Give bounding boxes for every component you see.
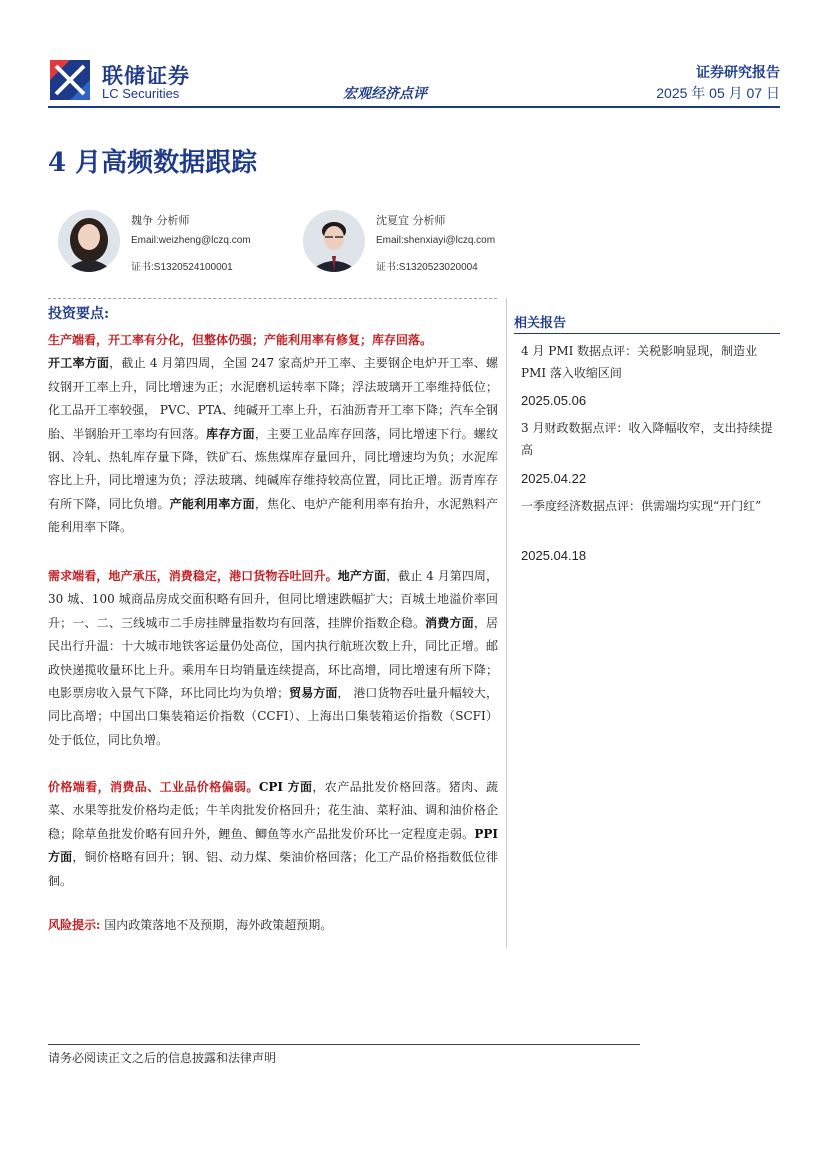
- utilization-text: ，截止 4 月第四周，全国 247 家高炉开工率、主要钢企电炉开工率、螺纹钢开工率上升，同比增速为正；水泥磨机运转率下降；浮法玻璃开工率维持低位；化工品开工率较强， PVC、PTA、纯碱开工率上升，石油沥青开工率下降；汽车全钢胎、半钢胎开工率均有回落。: [48, 356, 498, 441]
- related-report-link[interactable]: 一季度经济数据点评：供需端均实现“开门红”: [521, 499, 762, 513]
- production-paragraph: [48, 329, 498, 540]
- analyst-avatar: [58, 210, 120, 272]
- sidebar-divider: [514, 333, 780, 334]
- related-report-link[interactable]: 4 月 PMI 数据点评：关税影响显现，制造业 PMI 落入收缩区间: [521, 344, 758, 380]
- trade-label: 贸易方面: [289, 686, 338, 701]
- ppi-label: PPI 方面: [48, 826, 498, 865]
- related-report-link[interactable]: 3 月财政数据点评：收入降幅收窄，支出持续提高: [521, 421, 773, 457]
- page-title: 4 月高频数据跟踪: [48, 148, 258, 178]
- column-divider: [506, 298, 507, 948]
- inventory-text: ，主要工业品库存回落，同比增速下行。螺纹钢、冷轧、热轧库存量下降，铁矿石、炼焦煤库存量回升，同比增速均为负；水泥库容比上升，同比增速为负；浮法玻璃、纯碱库存维持较高位置，同比正增。沥青库存有所下降，同比负增。: [48, 426, 498, 511]
- risk-text: 国内政策落地不及预期，海外政策超预期。: [104, 918, 333, 932]
- logo-chinese-name: 联储证券: [102, 64, 190, 88]
- analyst-name: 沈夏宜 分析师: [376, 214, 446, 227]
- key-points-heading: 投资要点:: [48, 306, 110, 322]
- related-reports-heading: 相关报告: [514, 316, 567, 331]
- footer-divider: [48, 1044, 640, 1045]
- lc-securities-logo-icon: [50, 60, 90, 100]
- cpi-text: ，农产品批发价格回落。猪肉、蔬菜、水果等批发价格均走低；牛羊肉批发价格回升；花生油、菜籽油、调和油价格企稳；除草鱼批发价略有回升外，鲤鱼、鲫鱼等水产品批发价环比一定程度走弱。: [48, 780, 498, 841]
- section-label: 宏观经济点评: [343, 86, 427, 102]
- demand-lead: 需求端看，地产承压，消费稳定，港口货物吞吐回升。: [48, 569, 338, 583]
- analyst-avatar: [303, 210, 365, 272]
- related-report-date: 2025.05.06: [521, 393, 587, 408]
- report-type: 证券研究报告: [696, 65, 780, 81]
- demand-paragraph: [48, 565, 498, 752]
- analyst-email[interactable]: Email:shenxiayi@lczq.com: [376, 235, 496, 246]
- analyst-cert: 证书:S1320524100001: [131, 262, 233, 273]
- capacity-text: ，焦化、电炉产能利用率有抬升，水泥熟料产能利用率下降。: [48, 496, 498, 535]
- utilization-label: 开工率方面: [48, 356, 110, 371]
- ppi-text: ，铜价格略有回升；钢、铝、动力煤、柴油价格回落；化工产品价格指数低位徘徊。: [48, 850, 498, 888]
- property-label: 地产方面: [337, 569, 387, 583]
- inventory-label: 库存方面: [206, 426, 255, 441]
- price-paragraph: [48, 776, 498, 893]
- production-lead: 生产端看，开工率有分化，但整体仍强；产能利用率有修复；库存回落。: [48, 333, 433, 347]
- disclaimer-notice: 请务必阅读正文之后的信息披露和法律声明: [48, 1051, 277, 1065]
- analyst-cert: 证书:S1320523020004: [376, 262, 478, 273]
- related-report-date: 2025.04.22: [521, 471, 587, 486]
- risk-paragraph: [48, 914, 498, 937]
- header-divider: [48, 106, 780, 108]
- trade-text: ， 港口货物吞吐量升幅较大，同比高增；中国出口集装箱运价指数（CCFI）、上海出口集装箱运价指数（SCFI）处于低位，同比负增。: [48, 686, 498, 747]
- logo-english-name: LC Securities: [102, 86, 180, 101]
- report-date: 2025 年 05 月 07 日: [656, 85, 780, 101]
- consumption-label: 消费方面: [425, 615, 474, 630]
- related-report-date: 2025.04.18: [521, 548, 587, 563]
- analyst-name: 魏争 分析师: [131, 214, 190, 227]
- price-lead: 价格端看，消费品、工业品价格偏弱。: [48, 780, 259, 794]
- risk-label: 风险提示:: [48, 918, 101, 932]
- dashed-divider: [48, 298, 497, 299]
- capacity-label: 产能利用率方面: [169, 496, 255, 511]
- consumption-text: ，居民出行升温：十大城市地铁客运量仍处高位，国内执行航班次数上升，同比正增。邮政快递揽收量环比上升。乘用车日均销量连续提高，环比高增，同比增速有所下降；电影票房收入景气下降，环比同比均为负增；: [48, 615, 498, 701]
- analyst-email[interactable]: Email:weizheng@lczq.com: [131, 235, 251, 246]
- cpi-label: CPI 方面: [258, 780, 313, 794]
- property-text: ，截止 4 月第四周，30 城、100 城商品房成交面积略有回升，但同比增速跌幅扩大；百城土地溢价率回升；一、二、三线城市二手房挂牌量指数均有回落，挂牌价指数企稳。: [48, 569, 498, 630]
